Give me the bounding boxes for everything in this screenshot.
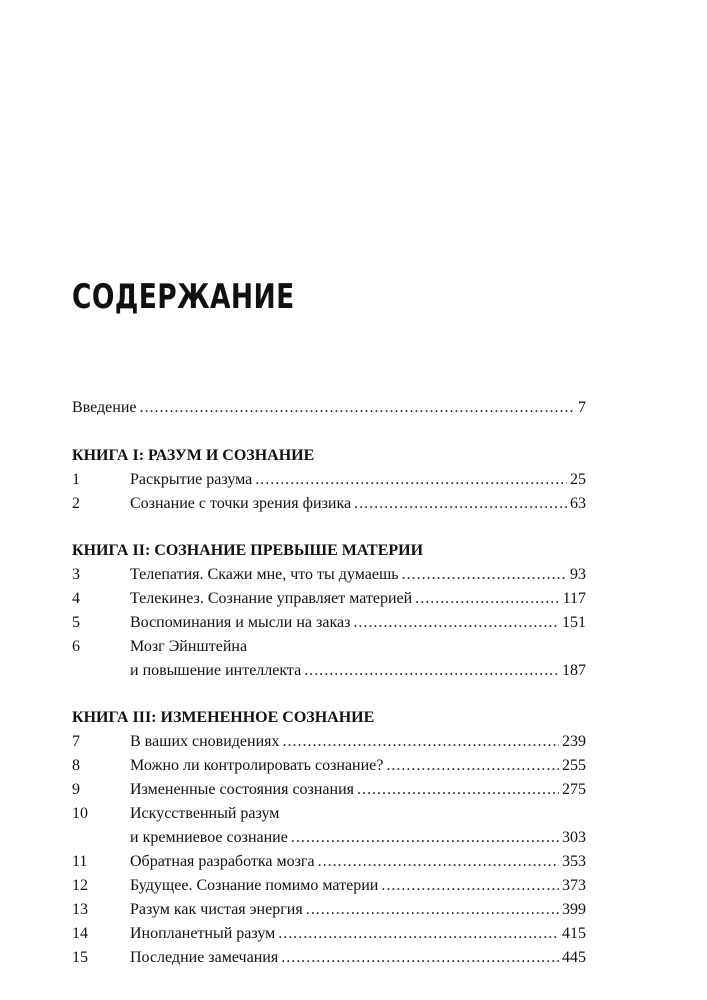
chapter-page-number: 187 xyxy=(562,662,586,679)
toc-entry-page: 7 xyxy=(578,399,586,416)
chapter-title: Инопланетный разум xyxy=(130,925,276,942)
toc-entry-chapter-4[interactable] xyxy=(72,587,586,611)
toc-entry-chapter-11[interactable] xyxy=(72,850,586,874)
chapter-number: 13 xyxy=(72,901,88,918)
chapter-title: и повышение интеллекта xyxy=(130,662,302,679)
leader-dots xyxy=(281,946,559,970)
chapter-page-number: 445 xyxy=(562,949,586,966)
chapter-number: 9 xyxy=(72,781,80,798)
book-heading: КНИГА II: СОЗНАНИЕ ПРЕВЫШЕ МАТЕРИИ xyxy=(72,542,424,559)
leader-dots xyxy=(278,922,559,946)
leader-dots xyxy=(415,587,559,611)
chapter-page-number: 353 xyxy=(562,853,586,870)
chapter-number: 11 xyxy=(72,853,88,870)
books-list xyxy=(72,444,586,970)
chapter-title: Разум как чистая энергия xyxy=(130,901,303,918)
chapter-title: Раскрытие разума xyxy=(130,471,253,488)
chapter-page-number: 373 xyxy=(562,877,586,894)
chapter-page-number: 399 xyxy=(562,901,586,918)
chapter-number: 12 xyxy=(72,877,88,894)
leader-dots xyxy=(402,563,567,587)
toc-entry-title: Введение xyxy=(72,399,137,416)
toc-entry-chapter-8[interactable] xyxy=(72,754,586,778)
toc-entry-chapter-6[interactable] xyxy=(72,635,586,683)
toc-entry-chapter-13[interactable] xyxy=(72,898,586,922)
chapter-title: Обратная разработка мозга xyxy=(130,853,315,870)
chapter-number: 14 xyxy=(72,925,88,942)
leader-dots xyxy=(381,874,559,898)
table-of-contents xyxy=(72,396,586,970)
toc-entry-chapter-12[interactable] xyxy=(72,874,586,898)
leader-dots xyxy=(255,468,567,492)
chapter-title: и кремниевое сознание xyxy=(130,829,288,846)
toc-entry-introduction[interactable] xyxy=(72,396,586,420)
chapter-page-number: 255 xyxy=(562,757,586,774)
chapter-title: Искусственный разум xyxy=(130,805,280,822)
toc-entry-chapter-10[interactable] xyxy=(72,802,586,850)
book-section xyxy=(72,706,586,970)
chapter-title: Можно ли контролировать сознание? xyxy=(130,757,384,774)
toc-entry-chapter-3[interactable] xyxy=(72,563,586,587)
chapter-page-number: 117 xyxy=(562,590,586,607)
chapter-page-number: 151 xyxy=(562,614,586,631)
toc-entry-chapter-9[interactable] xyxy=(72,778,586,802)
toc-entry-chapter-15[interactable] xyxy=(72,946,586,970)
chapter-title: Воспоминания и мысли на заказ xyxy=(130,614,351,631)
book-section xyxy=(72,539,586,683)
chapter-number: 4 xyxy=(72,590,80,607)
toc-entry-chapter-7[interactable] xyxy=(72,730,586,754)
chapter-number: 10 xyxy=(72,805,88,822)
chapter-number: 2 xyxy=(72,495,80,512)
chapter-number: 8 xyxy=(72,757,80,774)
toc-entry-chapter-1[interactable] xyxy=(72,468,586,492)
chapter-title: Телепатия. Скажи мне, что ты думаешь xyxy=(130,566,399,583)
toc-entry-chapter-14[interactable] xyxy=(72,922,586,946)
book-heading: КНИГА I: РАЗУМ И СОЗНАНИЕ xyxy=(72,447,315,464)
leader-dots xyxy=(291,826,559,850)
leader-dots xyxy=(283,730,559,754)
leader-dots xyxy=(386,754,559,778)
chapter-page-number: 25 xyxy=(570,471,586,488)
chapter-page-number: 275 xyxy=(562,781,586,798)
leader-dots xyxy=(353,611,559,635)
toc-entry-chapter-2[interactable] xyxy=(72,492,586,516)
leader-dots xyxy=(140,396,576,420)
chapter-number: 5 xyxy=(72,614,80,631)
chapter-title: В ваших сновидениях xyxy=(130,733,280,750)
chapter-number: 3 xyxy=(72,566,80,583)
chapter-number: 15 xyxy=(72,949,88,966)
chapter-title: Сознание с точки зрения физика xyxy=(130,495,352,512)
chapter-page-number: 93 xyxy=(570,566,586,583)
chapter-page-number: 303 xyxy=(562,829,586,846)
chapter-page-number: 63 xyxy=(570,495,586,512)
chapter-title: Измененные состояния сознания xyxy=(130,781,355,798)
leader-dots xyxy=(304,659,559,683)
chapter-page-number: 239 xyxy=(562,733,586,750)
page-title: СОДЕРЖАНИЕ xyxy=(72,277,295,317)
leader-dots xyxy=(354,492,567,516)
leader-dots xyxy=(357,778,559,802)
chapter-title: Телекинез. Сознание управляет материей xyxy=(130,590,413,607)
toc-entry-chapter-5[interactable] xyxy=(72,611,586,635)
book-heading: КНИГА III: ИЗМЕНЕННОЕ СОЗНАНИЕ xyxy=(72,709,375,726)
book-section xyxy=(72,444,586,516)
chapter-title: Последние замечания xyxy=(130,949,279,966)
leader-dots xyxy=(306,898,559,922)
chapter-number: 7 xyxy=(72,733,80,750)
chapter-page-number: 415 xyxy=(562,925,586,942)
chapter-title: Мозг Эйнштейна xyxy=(130,638,248,655)
chapter-number: 1 xyxy=(72,471,80,488)
leader-dots xyxy=(318,850,559,874)
chapter-number: 6 xyxy=(72,638,80,655)
chapter-title: Будущее. Сознание помимо материи xyxy=(130,877,379,894)
